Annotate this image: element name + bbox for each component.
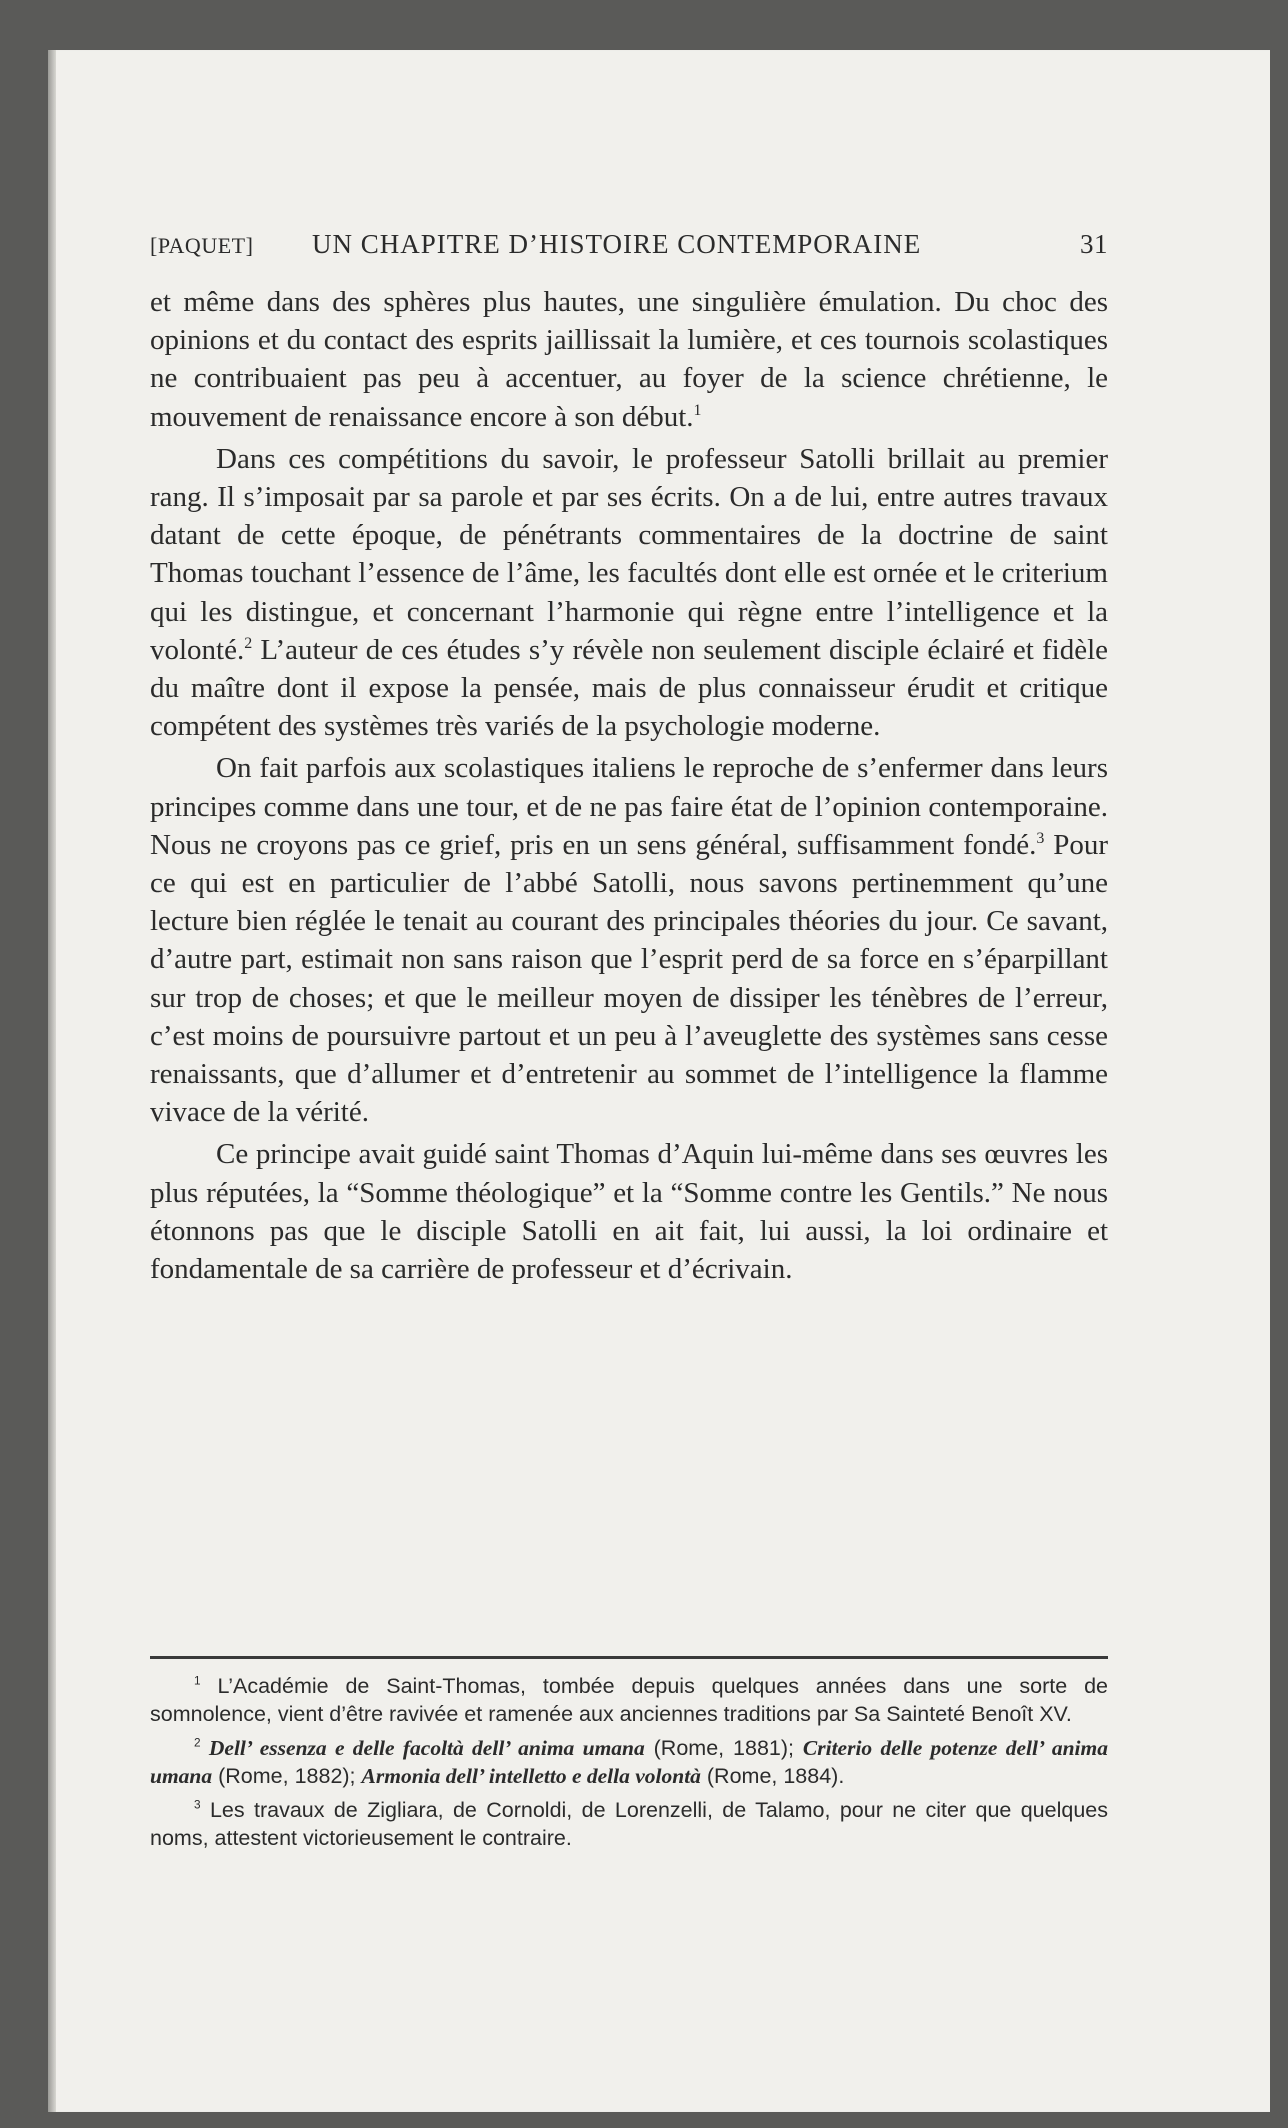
- running-head-title: UN CHAPITRE D’HISTOIRE CONTEMPORAINE: [312, 229, 922, 259]
- paragraph-4-text: Ce principe avait guidé saint Thomas d’Aquin lui-même dans ses œuvres les plus réputées, la “Somme théologique” et la “Somme contre les Gentils.” Ne nous étonnons pas que le disciple Satolli en ait fait, lui aussi, la loi ordinaire et fondamentale de sa carrière de professeur et d’écrivain.: [150, 1138, 1108, 1286]
- footnote-1-text: L’Académie de Saint-Thomas, tombée depuis quelques années dans une sorte de somnolence, vient d’être ravivée et ramenée aux anciennes traditions par Sa Sainteté Benoît XV.: [150, 1674, 1108, 1726]
- footnote-ref-3: 3: [1036, 829, 1045, 847]
- running-head: [150, 225, 1108, 271]
- footnotes: [150, 1673, 1108, 1852]
- paragraph-1-text: et même dans des sphères plus hautes, une singulière émulation. Du choc des opinions et du contact des esprits jaillissait la lumière, et ces tournois scolastiques ne contribuaient pas peu à accentuer, au foyer de la science chrétienne, le mouvement de renaissance encore à son début.: [150, 286, 1108, 433]
- page-content: [150, 225, 1108, 1288]
- paragraph-2-text-a: Dans ces compétitions du savoir, le professeur Satolli brillait au premier rang. Il s’imposait par sa parole et par ses écrits. On a de lui, entre autres travaux datant de cette époque, de pénétrants commentaires de la doctrine de saint Thomas touchant l’essence de l’âme, les facultés dont elle est ornée et le criterium qui les distingue, et concernant l’harmonie qui règne entre l’intelligence et la volonté.: [150, 442, 1108, 666]
- footnote-2-ref-1: (Rome, 1881);: [644, 1736, 803, 1760]
- paragraph-3: [150, 749, 1108, 1131]
- footnote-divider: [150, 1656, 1108, 1659]
- footnote-1: [150, 1673, 1108, 1728]
- footnote-3-number: 3: [194, 1797, 201, 1812]
- footnote-2: [150, 1735, 1108, 1790]
- paragraph-3-text-b: Pour ce qui est en particulier de l’abbé Satolli, nous savons pertinemment qu’une lecture bien réglée le tenait au courant des principales théories du jour. Ce savant, d’autre part, estimait non sans raison que l’esprit perd de sa force en s’éparpillant sur trop de choses; et que le meilleur moyen de dissiper les ténèbres de l’erreur, c’est moins de poursuivre partout et un peu à l’aveuglette des systèmes sans cesse renaissants, que d’allumer et d’entretenir au sommet de l’intelligence la flamme vivace de la vérité.: [150, 828, 1108, 1129]
- page-gutter-shadow: [48, 50, 56, 2112]
- paragraph-2-text-b: L’auteur de ces études s’y révèle non seulement disciple éclairé et fidèle du maître dont il expose la pensée, mais de plus connaisseur érudit et critique compétent des systèmes très variés de la psychologie moderne.: [150, 633, 1108, 743]
- footnote-2-number: 2: [194, 1735, 201, 1750]
- footnote-3: [150, 1797, 1108, 1852]
- body-text: [150, 283, 1108, 1288]
- footnote-2-title-3: Armonia dell’ intelletto e della volontà: [361, 1763, 701, 1788]
- footnote-1-number: 1: [194, 1673, 201, 1688]
- running-head-author: [PAQUET]: [150, 233, 254, 258]
- footnote-2-ref-3: (Rome, 1884).: [700, 1763, 845, 1788]
- paragraph-1: [150, 283, 1108, 436]
- paragraph-3-text-a: On fait parfois aux scolastiques italiens le reproche de s’enfermer dans leurs principes comme dans une tour, et de ne pas faire état de l’opinion contemporaine. Nous ne croyons pas ce grief, pris en un sens général, suffisamment fondé.: [150, 752, 1108, 861]
- footnote-3-text: Les travaux de Zigliara, de Cornoldi, de Lorenzelli, de Talamo, pour ne citer que quelques noms, attestent victorieusement le contraire.: [150, 1798, 1108, 1850]
- footnote-ref-2: 2: [244, 634, 253, 652]
- footnote-ref-1: 1: [693, 401, 702, 419]
- paragraph-2: [150, 440, 1108, 746]
- paragraph-4: [150, 1135, 1108, 1288]
- footnote-2-ref-2: (Rome, 1882);: [212, 1763, 362, 1788]
- page-number: 31: [1080, 229, 1108, 259]
- footnote-2-title-1: Dell’ essenza e delle facoltà dell’ anima umana: [200, 1736, 645, 1760]
- footnote-2-title-2: Criterio delle potenze dell’ anima umana: [150, 1736, 1108, 1788]
